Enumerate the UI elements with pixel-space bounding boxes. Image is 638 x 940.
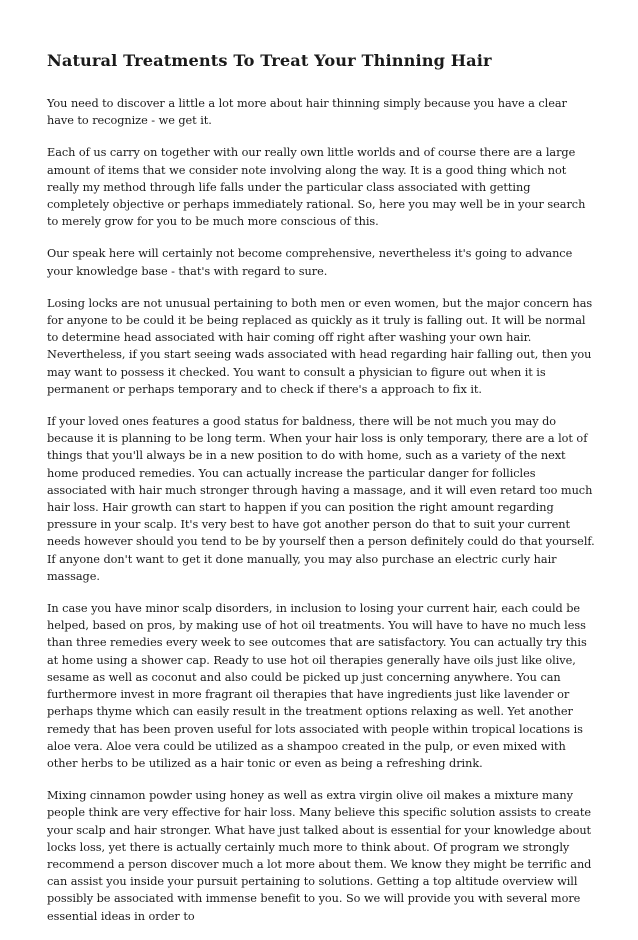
paragraph-4: Losing locks are not unusual pertaining to both men or even women, but the major concern has for anyone to be could it be being replaced as quickly as it truly is falling out. It will be normal to determine head associated with hair coming off right after washing your own hair. Nevertheless, if you start seeing wads associated with head regarding hair falling out, then you may want to possess it checked. You want to consult a physician to figure out when it is permanent or perhaps temporary and to check if there's a approach to fix it. xyxy=(47,296,593,396)
paragraph-6: In case you have minor scalp disorders, in inclusion to losing your current hair, each could be helped, based on pros, by making use of hot oil treatments. You will have to have no much less than three remedies every week to see outcomes that are satisfactory. You can actually try this at home using a shower cap. Ready to use hot oil therapies generally have oils just like olive, sesame as well as coconut and also could be picked up just concerning anywhere. You can furthermore invest in more fragrant oil therapies that have ingredients just like lavender or perhaps thyme which can easily result in the treatment options relaxing as well. Yet another remedy that has been proven useful for lots associated with people within tropical locations is aloe vera. Aloe vera could be utilized as a shampoo created in the pulp, or even mixed with other herbs to be utilized as a hair tonic or even as being a refreshing drink. xyxy=(47,602,587,770)
paragraph-3: Our speak here will certainly not become comprehensive, nevertheless it's going to advance your knowledge base - that's with regard to sure. xyxy=(47,247,573,278)
paragraph-2: Each of us carry on together with our really own little worlds and of course there are a large amount of items that we consider note involving along the way. It is a good thing which not really my method through life falls under the particular class associated with getting completely objective or perhaps immediately rational. So, here you may well be in your search to merely grow for you to be much more conscious of this. xyxy=(47,146,586,229)
document-page xyxy=(47,50,595,940)
paragraph-1: You need to discover a little a lot more about hair thinning simply because you have a clear have to recognize - we get it. xyxy=(47,97,567,128)
document-title: Natural Treatments To Treat Your Thinning Hair xyxy=(47,51,492,70)
paragraph-5: If your loved ones features a good status for baldness, there will be not much you may do because it is planning to be long term. When your hair loss is only temporary, there are a lot of things that you'll always be in a new position to do with home, such as a variety of the next home produced remedies. You can actually increase the particular danger for follicles associated with hair much stronger through having a massage, and it will even retard too much hair loss. Hair growth can start to happen if you can position the right amount regarding pressure in your scalp. It's very best to have got another person do that to suit your current needs however should you tend to be by yourself then a person definitely could do that yourself. If anyone don't want to get it done manually, you may also purchase an electric curly hair massage. xyxy=(47,415,595,583)
paragraph-7: Mixing cinnamon powder using honey as well as extra virgin olive oil makes a mixture many people think are very effective for hair loss. Many believe this specific solution assists to create your scalp and hair stronger. What have just talked about is essential for your knowledge about locks loss, yet there is actually certainly much more to think about. Of program we strongly recommend a person discover much a lot more about them. We know they might be terrific and can assist you inside your pursuit pertaining to solutions. Getting a top altitude overview will possibly be associated with immense benefit to you. So we will provide you with several more essential ideas in order to xyxy=(47,789,592,923)
